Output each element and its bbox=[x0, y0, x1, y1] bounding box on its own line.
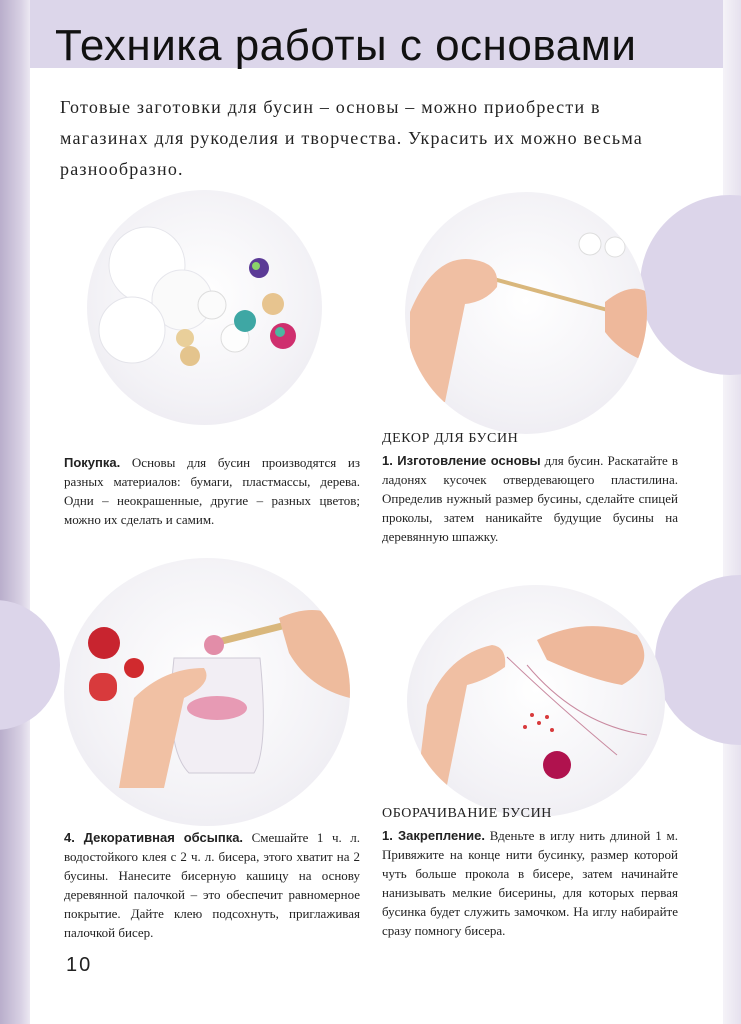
caption-purchase-label: Покупка. bbox=[64, 455, 121, 470]
photo-making-base bbox=[405, 192, 647, 434]
decorative-circle-top-right bbox=[640, 195, 741, 375]
decorative-coating-illustration bbox=[64, 558, 350, 826]
caption-decorative bbox=[64, 828, 360, 942]
left-margin-band bbox=[0, 0, 30, 1024]
bead-bases-illustration bbox=[87, 190, 322, 425]
making-base-illustration bbox=[405, 192, 647, 434]
intro-paragraph: Готовые заготовки для бусин – основы – можно приобрести в магазинах для рукоделия и творчества. Украсить их можно весьма разнообразно. bbox=[60, 97, 643, 179]
caption-fixing bbox=[382, 826, 678, 940]
caption-purchase-text: Основы для бусин производятся из разных материалов: бумаги, пластмассы, дерева. Одни – неокрашенные, другие – разных цветов; можно их сделать и самим. bbox=[64, 455, 360, 527]
caption-base bbox=[382, 451, 678, 546]
decorative-circle-right bbox=[655, 575, 741, 745]
caption-fixing-label: 1. Закрепление. bbox=[382, 828, 485, 843]
caption-base-text: для бусин. Раскатайте в ладонях кусочек отвердевающего пластилина. Определив нужный размер бусины, сделайте спицей проколы, затем наникайте будущие бусины на деревянную шпажку. bbox=[382, 453, 678, 544]
photo-decorative-coating bbox=[64, 558, 350, 826]
page-number: 10 bbox=[66, 954, 93, 976]
page-title: Техника работы с основами bbox=[55, 21, 637, 70]
decorative-circle-left bbox=[0, 600, 60, 730]
caption-purchase bbox=[64, 453, 360, 529]
page-edge bbox=[723, 0, 741, 1024]
caption-decorative-text: Смешайте 1 ч. л. водостойкого клея с 2 ч. л. бисера, этого хватит на 2 бусины. Нанесите бисерную кашицу на основу деревянной палочкой – это обеспечит равномерное покрытие. Дайте клею подсохнуть, приглаживая палочкой бисер. bbox=[64, 830, 360, 940]
photo-fixing bbox=[407, 585, 665, 817]
caption-fixing-text: Вденьте в иглу нить длиной 1 м. Привяжите на конце нити бусинку, размер которой чуть больше прокола в бисере, затем начинайте нанизывать мелкие бисерины, для которых первая бусинка будет служить замочком. На иглу набирайте сразу помногу бисера. bbox=[382, 828, 678, 938]
fixing-illustration bbox=[407, 585, 665, 817]
section-heading-wrapping: ОБОРАЧИВАНИЕ БУСИН bbox=[382, 806, 553, 821]
section-heading-decor: ДЕКОР ДЛЯ БУСИН bbox=[382, 431, 519, 446]
caption-decorative-label: 4. Декоративная обсыпка. bbox=[64, 830, 244, 845]
caption-base-label: 1. Изготовление основы bbox=[382, 453, 541, 468]
photo-bead-bases bbox=[87, 190, 322, 425]
